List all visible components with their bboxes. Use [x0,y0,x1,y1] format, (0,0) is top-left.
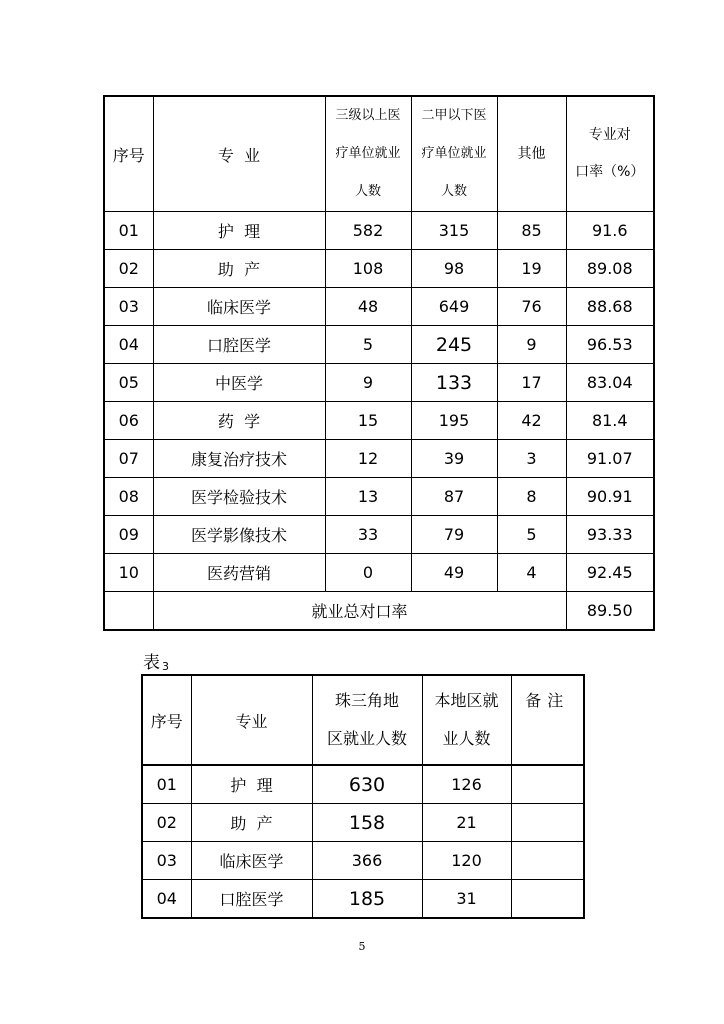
table-cell: 245 [411,326,497,364]
table-cell: 49 [411,554,497,592]
table-cell: 90.91 [566,478,654,516]
table-cell: 02 [142,804,191,842]
table-cell: 9 [325,364,411,402]
header-major: 专业 [191,675,312,765]
table-cell: 120 [422,842,511,880]
header-rate: 专业对 口率（%） [566,96,654,212]
header-prd: 珠三角地 区就业人数 [312,675,422,765]
table-cell: 42 [497,402,566,440]
region-employment-table [141,674,585,919]
table-cell: 5 [497,516,566,554]
table-cell: 582 [325,212,411,250]
table-cell: 06 [104,402,153,440]
table-cell: 13 [325,478,411,516]
table-cell: 口腔医学 [153,326,325,364]
table-cell: 中医学 [153,364,325,402]
table-cell: 临床医学 [153,288,325,326]
table-cell: 助 产 [191,804,312,842]
table-cell: 4 [497,554,566,592]
table-row [104,440,654,478]
header-note: 备注 [511,675,584,765]
table-cell: 康复治疗技术 [153,440,325,478]
table-cell: 医学影像技术 [153,516,325,554]
table-cell: 03 [142,842,191,880]
table-cell: 158 [312,804,422,842]
table-row [104,402,654,440]
table-cell: 88.68 [566,288,654,326]
header-local: 本地区就 业人数 [422,675,511,765]
table-cell: 15 [325,402,411,440]
table-cell [511,765,584,804]
total-empty-cell [104,592,153,631]
table-cell: 03 [104,288,153,326]
table-cell: 133 [411,364,497,402]
table-cell: 04 [142,880,191,919]
table-cell: 临床医学 [191,842,312,880]
table-cell: 12 [325,440,411,478]
header-other: 其他 [497,96,566,212]
total-label: 就业总对口率 [153,592,566,631]
table-cell: 76 [497,288,566,326]
table-cell: 85 [497,212,566,250]
table-row [104,326,654,364]
table-cell: 04 [104,326,153,364]
table-cell: 185 [312,880,422,919]
table-cell: 126 [422,765,511,804]
table-cell: 21 [422,804,511,842]
table-cell: 0 [325,554,411,592]
table-header-row [142,675,584,765]
page-number: 5 [358,940,366,953]
table-cell: 195 [411,402,497,440]
table-cell: 口腔医学 [191,880,312,919]
table-cell: 助 产 [153,250,325,288]
table-row [104,364,654,402]
table-header-row [104,96,654,212]
header-seq: 序号 [104,96,153,212]
table-cell: 02 [104,250,153,288]
table-row [142,880,584,919]
table-row [104,554,654,592]
major-employment-table [103,95,655,631]
table-row [104,250,654,288]
header-seq: 序号 [142,675,191,765]
table-cell: 17 [497,364,566,402]
table-cell: 9 [497,326,566,364]
table-row [142,804,584,842]
total-value: 89.50 [566,592,654,631]
table-cell: 366 [312,842,422,880]
table-cell: 8 [497,478,566,516]
header-level3: 三级以上医 疗单位就业 人数 [325,96,411,212]
header-major: 专 业 [153,96,325,212]
table-row [104,288,654,326]
table-caption: 表 $_3$ [143,653,169,673]
table-cell: 81.4 [566,402,654,440]
table-cell: 33 [325,516,411,554]
table-cell: 3 [497,440,566,478]
table-cell: 630 [312,765,422,804]
table-cell: 护 理 [191,765,312,804]
table-cell: 108 [325,250,411,288]
table-cell: 649 [411,288,497,326]
table-cell: 89.08 [566,250,654,288]
table-cell: 39 [411,440,497,478]
table-cell: 10 [104,554,153,592]
table-row [104,516,654,554]
table-cell: 92.45 [566,554,654,592]
table-cell [511,804,584,842]
table-cell: 91.07 [566,440,654,478]
table-cell: 医药营销 [153,554,325,592]
table-cell: 01 [142,765,191,804]
table-cell: 31 [422,880,511,919]
table-cell: 护 理 [153,212,325,250]
table-cell: 96.53 [566,326,654,364]
total-row [104,592,654,631]
table-cell: 05 [104,364,153,402]
table-cell: 08 [104,478,153,516]
table-row [142,765,584,804]
table-cell: 93.33 [566,516,654,554]
table-cell: 87 [411,478,497,516]
table-cell: 19 [497,250,566,288]
table-cell: 79 [411,516,497,554]
table-cell: 药 学 [153,402,325,440]
table-cell [511,842,584,880]
table-row [104,212,654,250]
table-cell: 医学检验技术 [153,478,325,516]
table-cell: 01 [104,212,153,250]
table-cell: 91.6 [566,212,654,250]
table-cell: 315 [411,212,497,250]
table-cell [511,880,584,919]
table-cell: 09 [104,516,153,554]
table-row [142,842,584,880]
table-row [104,478,654,516]
header-level2: 二甲以下医 疗单位就业 人数 [411,96,497,212]
table-cell: 83.04 [566,364,654,402]
table-cell: 07 [104,440,153,478]
table-cell: 98 [411,250,497,288]
table-cell: 48 [325,288,411,326]
table-cell: 5 [325,326,411,364]
